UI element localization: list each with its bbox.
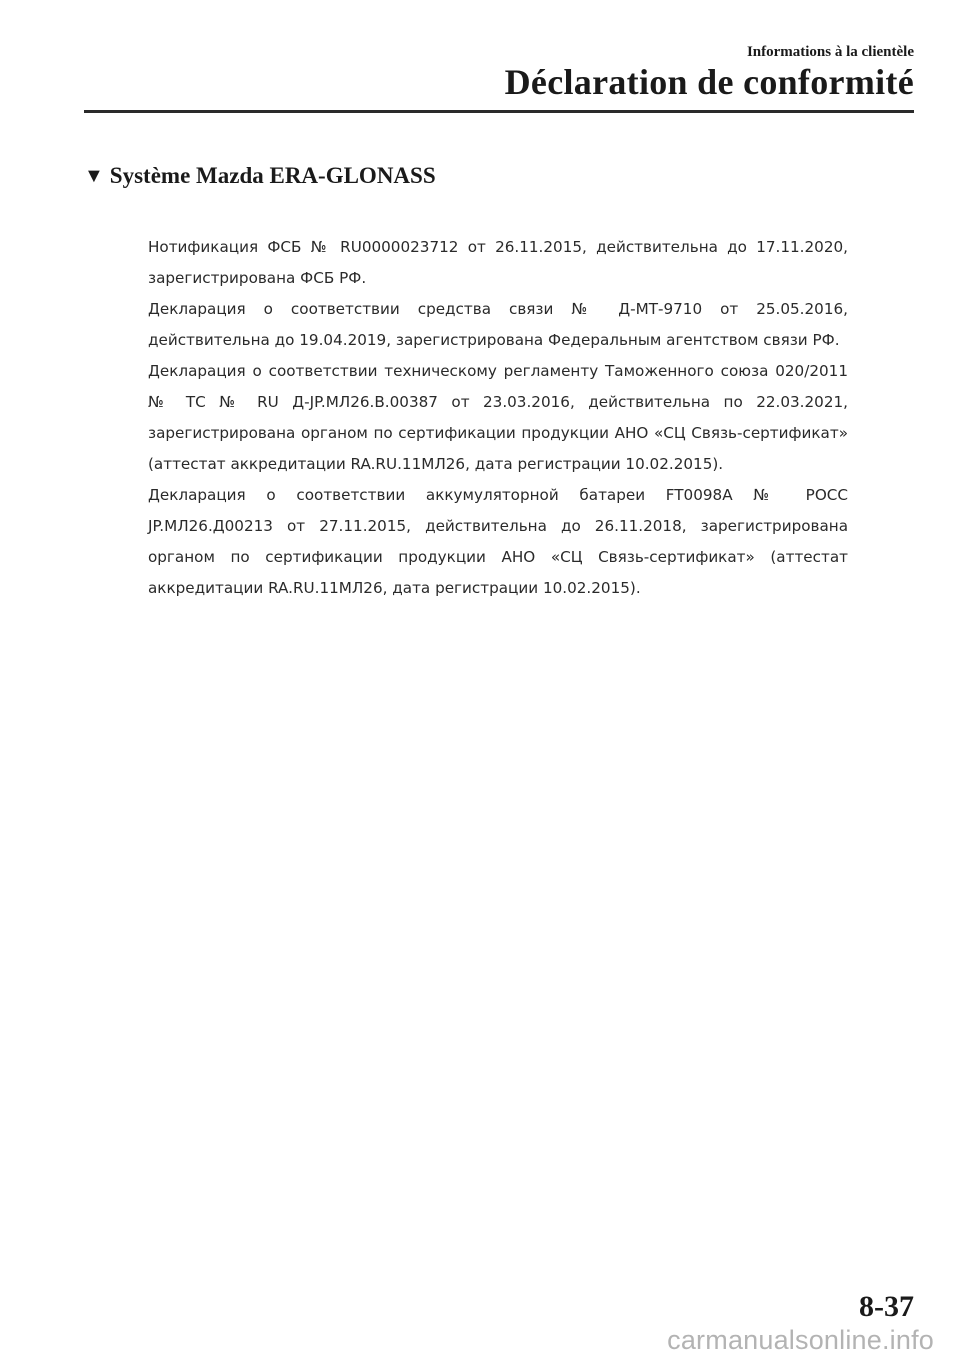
header-divider <box>84 110 914 113</box>
page-title: Déclaration de conformité <box>504 62 914 102</box>
paragraph-communication-declaration: Декларация о соответствии средства связи № Д-МТ-9710 от 25.05.2016, действительна до 19.04.2019, зарегистрирована Федеральным агентством связи РФ. <box>148 300 848 349</box>
page-number: 8-37 <box>859 1290 914 1323</box>
declaration-text <box>148 232 848 604</box>
paragraph-customs-union-declaration: Декларация о соответствии техническому регламенту Таможенного союза 020/2011 № ТС № RU Д-JP.МЛ26.В.00387 от 23.03.2016, действительна по 22.03.2021, зарегистрирована органом по сертификации продукции АНО «СЦ Связь-сертификат» (аттестат аккредитации RA.RU.11МЛ26, дата регистрации 10.02.2015). <box>148 362 848 473</box>
section-heading <box>84 162 436 190</box>
triangle-down-icon: ▼ <box>84 165 104 187</box>
paragraph-fsb-notification: Нотификация ФСБ № RU0000023712 от 26.11.2015, действительна до 17.11.2020, зарегистрирована ФСБ РФ. <box>148 238 848 287</box>
site-watermark: carmanualsonline.info <box>667 1325 934 1355</box>
paragraph-battery-declaration: Декларация о соответствии аккумуляторной батареи FT0098A № РОСС JP.МЛ26.Д00213 от 27.11.2015, действительна до 26.11.2018, зарегистрирована органом по сертификации продукции АНО «СЦ Связь-сертификат» (аттестат аккредитации RA.RU.11МЛ26, дата регистрации 10.02.2015). <box>148 486 848 597</box>
section-heading-text: Système Mazda ERA-GLONASS <box>109 163 436 188</box>
chapter-label: Informations à la clientèle <box>746 44 914 60</box>
